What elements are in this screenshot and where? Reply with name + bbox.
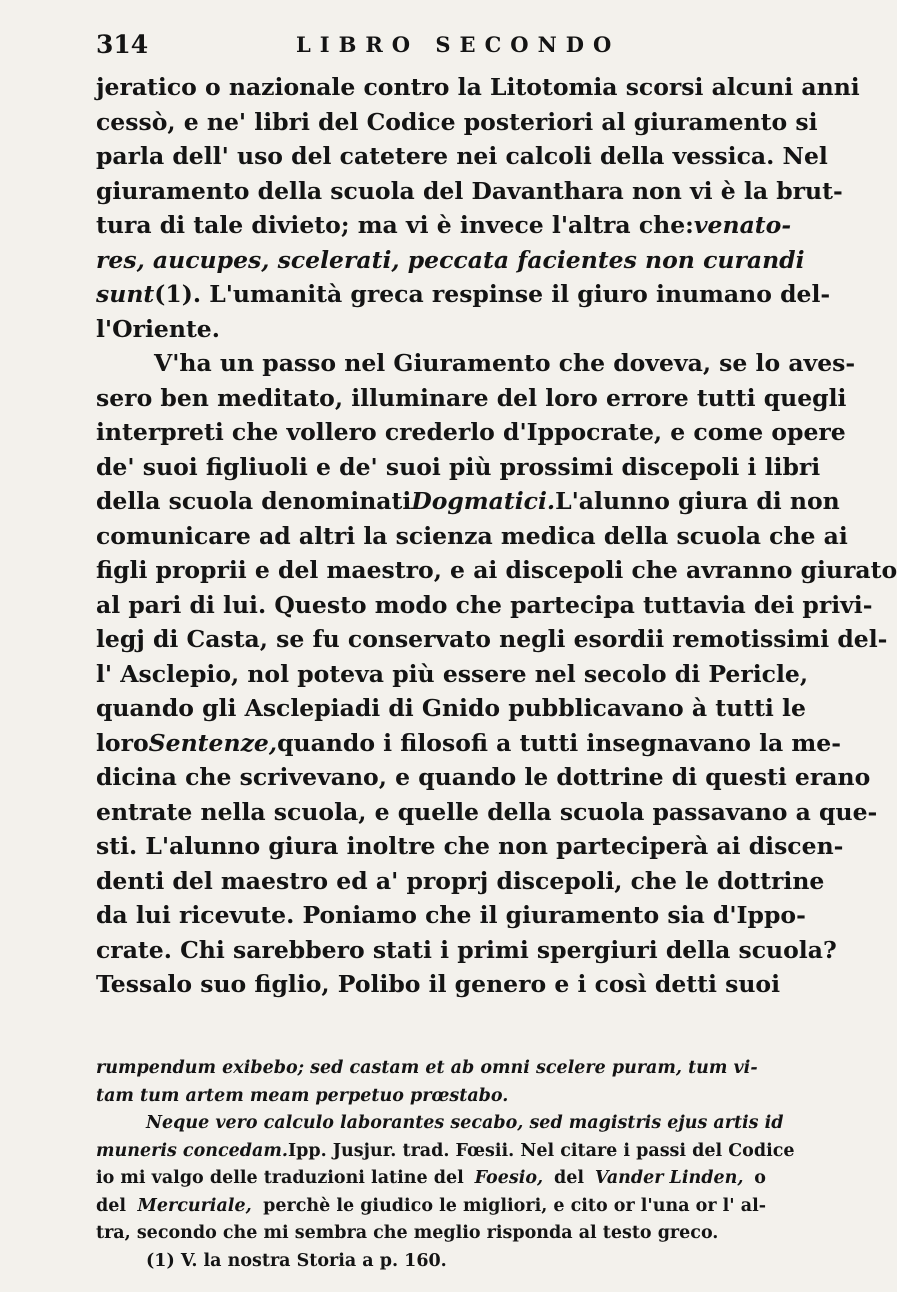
text-line: della scuola denominati Dogmatici. L'alunno giura di non (96, 484, 766, 519)
italic-term: Dogmatici. (411, 487, 556, 515)
footnote-line: Neque vero calculo laborantes secabo, sed magistris ejus artis id (146, 1113, 784, 1133)
latin-quote-line: res, aucupes, scelerati, peccata facientes non curandi (96, 245, 805, 274)
main-text (96, 70, 897, 1002)
italic-term: Sentenze, (148, 728, 278, 757)
footnote-line: tam tum artem meam perpetuo prœstabo. (96, 1085, 509, 1106)
text-line: cessò, e ne' libri del Codice posteriori al giuramento si (96, 107, 818, 136)
text-line: al pari di lui. Questo modo che partecipa tuttavia dei privi- (96, 590, 873, 619)
text-line: crate. Chi sarebbero stati i primi spergiuri della scuola? (96, 935, 837, 964)
text-line (96, 277, 831, 312)
footnote-line: muneris concedam. Ipp. Jusjur. trad. Fœsii. Nel citare i passi del Codice (96, 1140, 795, 1161)
text-line: l' Asclepio, nol poteva più essere nel secolo di Pericle, (96, 659, 808, 688)
text-line: entrate nella scuola, e quelle della scuola passavano a que- (96, 797, 878, 826)
text-line: sero ben meditato, illuminare del loro errore tutti quegli (96, 383, 847, 412)
text-line: giuramento della scuola del Davanthara non vi è la brut- (96, 176, 843, 205)
text-line: interpreti che vollero crederlo d'Ippocrate, e come opere (96, 418, 846, 446)
text-line: l'Oriente. (96, 314, 220, 343)
text-line: sti. L'alunno giura inoltre che non parteciperà ai discen- (96, 832, 844, 860)
footnote-reference: (1). L'umanità greca respinse il giuro inumano del- (154, 280, 831, 308)
text-line: comunicare ad altri la scienza medica della scuola che ai (96, 521, 848, 550)
text-line: parla dell' uso del catetere nei calcoli della vessica. Nel (96, 142, 828, 170)
text-line: tura di tale divieto; ma vi è invece l'altra che: venato- (96, 208, 766, 243)
page-header (96, 30, 766, 64)
footnote-line: (1) V. la nostra Storia a p. 160. (146, 1250, 447, 1271)
text-line: loro Sentenze, quando i filosofi a tutti insegnavano la me- (96, 726, 766, 761)
latin-quote: venato- (693, 211, 792, 239)
footnote-line: io mi valgo delle traduzioni latine del Foesio, del Vander Linden, o (96, 1168, 766, 1188)
page-number: 314 (96, 30, 149, 59)
text-line: dicina che scrivevano, e quando le dottrine di questi erano (96, 763, 871, 791)
text-line: quando gli Asclepiadi di Gnido pubblicavano à tutti le (96, 694, 806, 722)
paragraph-start: V'ha un passo nel Giuramento che doveva, se lo aves- (154, 349, 856, 377)
text-line: de' suoi figliuoli e de' suoi più prossimi discepoli i libri (96, 452, 821, 481)
text-line: legj di Casta, se fu conservato negli esordii remotissimi del- (96, 625, 888, 653)
text-line: denti del maestro ed a' proprj discepoli, che le dottrine (96, 866, 825, 895)
running-head: LIBRO SECONDO (296, 32, 621, 57)
text-line: jeratico o nazionale contro la Litotomia scorsi alcuni anni (96, 73, 860, 101)
footnotes (96, 1055, 795, 1275)
footnote-line: rumpendum exibebo; sed castam et ab omni scelere puram, tum vi- (96, 1058, 758, 1078)
text-line: Tessalo suo figlio, Polibo il genero e i così detti suoi (96, 970, 781, 998)
footnote-line: tra, secondo che mi sembra che meglio risponda al testo greco. (96, 1223, 719, 1243)
footnote-line: del Mercuriale, perchè le giudico le migliori, e cito or l'una or l' al- (96, 1195, 766, 1216)
text-line: figli proprii e del maestro, e ai discepoli che avranno giurato (96, 556, 897, 584)
latin-quote: sunt (96, 280, 155, 308)
text-line: da lui ricevute. Poniamo che il giuramento sia d'Ippo- (96, 901, 806, 929)
